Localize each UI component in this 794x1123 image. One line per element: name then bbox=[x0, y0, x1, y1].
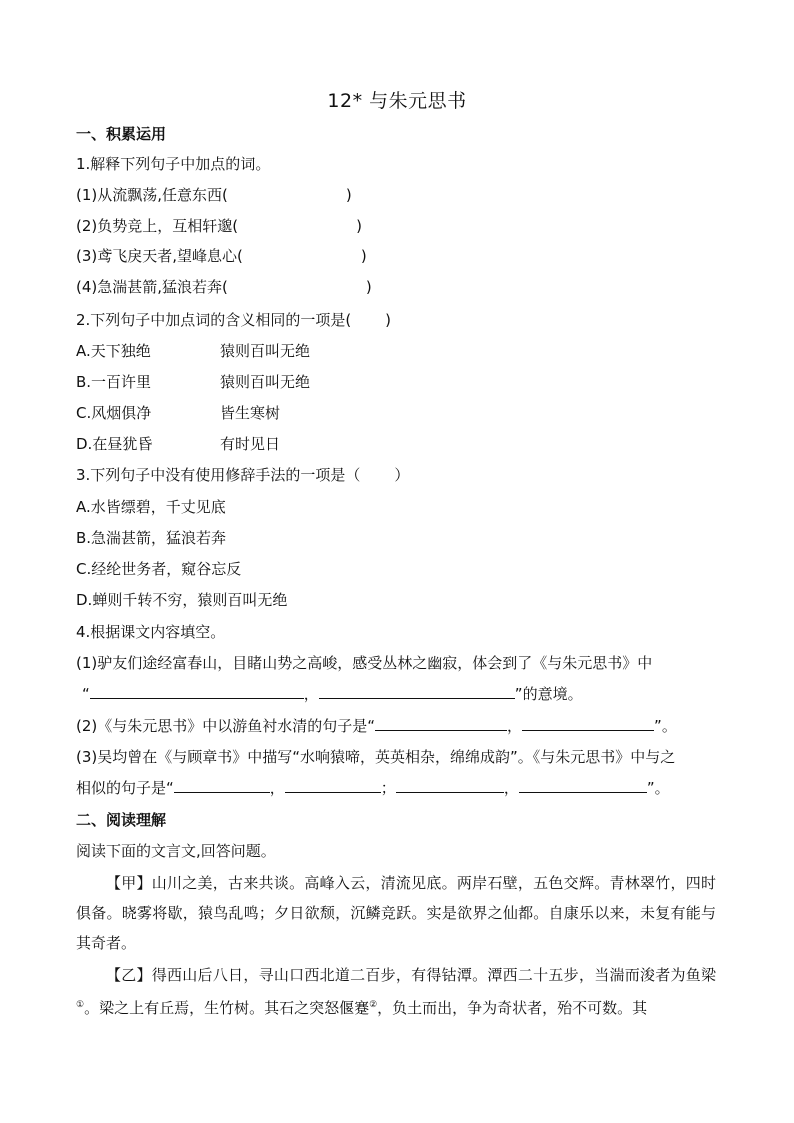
q3-option-b: B.急湍甚箭，猛浪若奔 bbox=[76, 529, 227, 547]
answer-blank[interactable] bbox=[522, 716, 654, 731]
q4-item-3-line-1: (3)吴均曾在《与顾章书》中描写“水响猿啼，英英相杂，绵绵成韵”。《与朱元思书》中与之 bbox=[76, 748, 676, 766]
reading-intro: 阅读下面的文言文,回答问题。 bbox=[76, 842, 276, 860]
footnote-marker: ① bbox=[76, 1000, 85, 1010]
q3-option-d: D.蝉则千转不穷，猿则百叫无绝 bbox=[76, 591, 288, 609]
passage-jia: 【甲】山川之美，古来共谈。高峰入云，清流见底。两岸石壁，五色交辉。青林翠竹，四时俱备。晓雾将歇，猿鸟乱鸣；夕日欲颓，沉鳞竞跃。实是欲界之仙都。自康乐以来，未复有能与其奇者。 bbox=[76, 874, 716, 952]
q4-item-1-line-1: (1)驴友们途经富春山，目睹山势之高峻，感受丛林之幽寂，体会到了《与朱元思书》中 bbox=[76, 654, 653, 672]
q1-item-3: (3)鸢飞戾天者,望峰息心( ) bbox=[76, 247, 367, 265]
answer-blank[interactable] bbox=[519, 778, 647, 793]
question-2: 2.下列句子中加点词的含义相同的一项是( ) bbox=[76, 311, 392, 329]
q4-item-3-line-2: 相似的句子是“ ， ； ， ”。 bbox=[76, 779, 670, 797]
section-heading-2: 二、阅读理解 bbox=[76, 811, 167, 829]
page-title: 12* 与朱元思书 bbox=[327, 90, 467, 112]
q4-item-2: (2)《与朱元思书》中以游鱼衬水清的句子是“ ， ”。 bbox=[76, 717, 677, 735]
q1-item-1: (1)从流飘荡,任意东西( ) bbox=[76, 186, 352, 204]
q3-option-c: C.经纶世务者，窥谷忘反 bbox=[76, 560, 242, 578]
footnote-marker: ② bbox=[369, 1000, 378, 1010]
q2-option-b: B.一百许里 猿则百叫无绝 bbox=[76, 373, 311, 391]
answer-blank[interactable] bbox=[174, 778, 270, 793]
answer-blank[interactable] bbox=[90, 684, 304, 699]
passage-yi: 【乙】得西山后八日，寻山口西北道二百步，有得钴潭。潭西二十五步，当湍而浚者为鱼梁①。梁之上有丘焉，生竹树。其石之突怒偃蹇②，负土而出，争为奇状者，殆不可数。其 bbox=[76, 966, 716, 1017]
q2-option-d: D.在昼犹昏 有时见日 bbox=[76, 435, 281, 453]
q3-option-a: A.水皆缥碧，千丈见底 bbox=[76, 498, 226, 516]
section-heading-1: 一、积累运用 bbox=[76, 125, 167, 143]
q2-option-a: A.天下独绝 猿则百叫无绝 bbox=[76, 342, 311, 360]
question-4: 4.根据课文内容填空。 bbox=[76, 623, 226, 641]
answer-blank[interactable] bbox=[375, 716, 507, 731]
answer-blank[interactable] bbox=[285, 778, 381, 793]
passage-label: 【乙】 bbox=[106, 966, 152, 984]
question-1: 1.解释下列句子中加点的词。 bbox=[76, 155, 271, 173]
question-3: 3.下列句子中没有使用修辞手法的一项是（ ） bbox=[76, 466, 410, 484]
passage-label: 【甲】 bbox=[106, 874, 152, 892]
answer-blank[interactable] bbox=[319, 684, 515, 699]
q4-item-1-line-2: “ ， ”的意境。 bbox=[82, 685, 583, 703]
q2-option-c: C.风烟俱净 皆生寒树 bbox=[76, 404, 281, 422]
q1-item-4: (4)急湍甚箭,猛浪若奔( ) bbox=[76, 278, 372, 296]
q1-item-2: (2)负势竞上，互相轩邈( ) bbox=[76, 217, 362, 235]
answer-blank[interactable] bbox=[396, 778, 504, 793]
